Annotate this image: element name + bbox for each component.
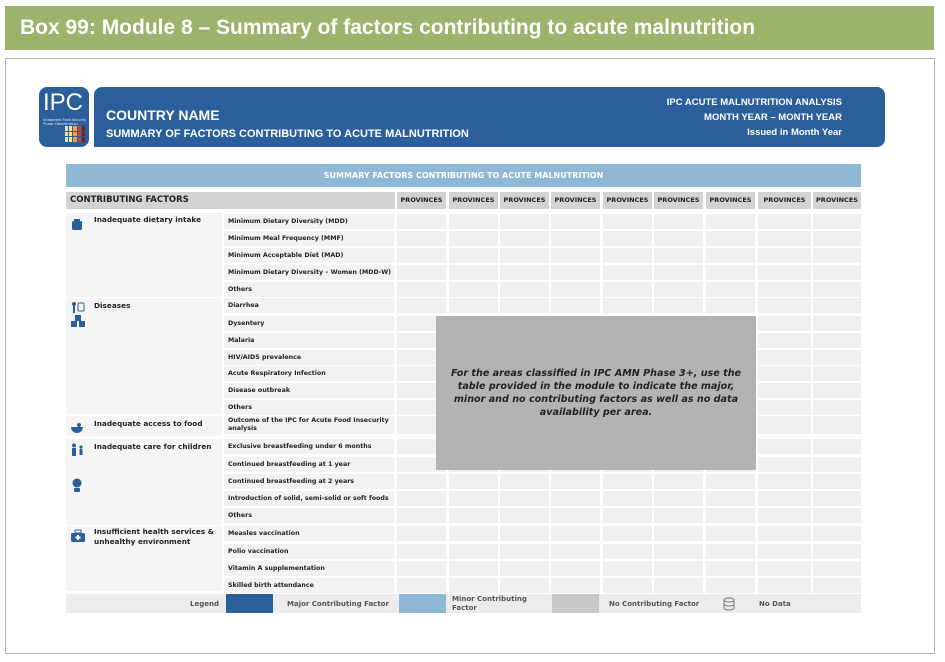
province-header: PROVINCES xyxy=(500,192,549,209)
province-cell[interactable] xyxy=(813,400,861,415)
province-cell[interactable] xyxy=(397,474,446,489)
mosaic-tile xyxy=(78,132,81,137)
province-cell[interactable] xyxy=(813,383,861,398)
logo-subtext: Integrated Food Security Phase Classification xyxy=(43,118,87,126)
province-cell[interactable] xyxy=(706,526,755,541)
province-cell[interactable] xyxy=(500,561,549,576)
province-cell[interactable] xyxy=(706,578,755,593)
mosaic-tile xyxy=(69,137,72,142)
province-cell[interactable] xyxy=(603,474,652,489)
province-cell[interactable] xyxy=(449,248,498,263)
factor-row-label: Minimum Meal Frequency (MMF) xyxy=(224,231,394,246)
mosaic-tile xyxy=(69,132,72,137)
province-cell[interactable] xyxy=(813,333,861,348)
province-cell[interactable] xyxy=(500,491,549,506)
province-cell[interactable] xyxy=(654,526,703,541)
factor-row-label: Introduction of solid, semi-solid or soft foods xyxy=(224,491,394,506)
province-cell[interactable] xyxy=(706,474,755,489)
legend-label: Legend xyxy=(190,599,219,608)
province-cell[interactable] xyxy=(603,282,652,297)
province-cell[interactable] xyxy=(500,214,549,229)
legend-none-label: No Contributing Factor xyxy=(609,599,700,608)
province-cell[interactable] xyxy=(500,508,549,523)
province-cell[interactable] xyxy=(813,508,861,523)
province-cell[interactable] xyxy=(603,298,652,313)
province-cell[interactable] xyxy=(603,248,652,263)
province-cell[interactable] xyxy=(706,544,755,559)
province-cell[interactable] xyxy=(500,526,549,541)
caregiver-icon xyxy=(70,443,86,499)
province-cell[interactable] xyxy=(758,298,811,313)
province-cell[interactable] xyxy=(551,526,600,541)
factor-row-label: Malaria xyxy=(224,333,394,348)
ipc-logo xyxy=(39,87,89,147)
province-cell[interactable] xyxy=(813,416,861,434)
mosaic-tile xyxy=(65,132,68,137)
province-cell[interactable] xyxy=(813,316,861,331)
province-cell[interactable] xyxy=(813,526,861,541)
province-cell[interactable] xyxy=(397,214,446,229)
factor-group-label: Diseases xyxy=(94,301,131,310)
province-header: PROVINCES xyxy=(813,192,861,209)
province-cell[interactable] xyxy=(551,508,600,523)
legend-major-swatch xyxy=(226,594,273,613)
factor-row-label: Acute Respiratory Infection xyxy=(224,366,394,381)
report-banner xyxy=(94,87,885,147)
province-cell[interactable] xyxy=(603,231,652,246)
bowl-icon xyxy=(70,419,84,438)
analysis-info xyxy=(667,95,842,140)
province-cell[interactable] xyxy=(758,578,811,593)
legend-minor-swatch xyxy=(399,594,446,613)
province-cell[interactable] xyxy=(397,491,446,506)
box-title: Box 99: Module 8 – Summary of factors contributing to acute malnutrition xyxy=(5,6,934,50)
province-cell[interactable] xyxy=(813,214,861,229)
province-cell[interactable] xyxy=(654,298,703,313)
province-cell[interactable] xyxy=(758,231,811,246)
province-cell[interactable] xyxy=(449,231,498,246)
province-cell[interactable] xyxy=(551,231,600,246)
province-cell[interactable] xyxy=(758,333,811,348)
province-cell[interactable] xyxy=(654,544,703,559)
factor-row-label: Exclusive breastfeeding under 6 months xyxy=(224,439,394,454)
province-cell[interactable] xyxy=(758,366,811,381)
province-cell[interactable] xyxy=(603,544,652,559)
province-cell[interactable] xyxy=(758,248,811,263)
province-cell[interactable] xyxy=(500,265,549,280)
province-cell[interactable] xyxy=(758,439,811,454)
province-cell[interactable] xyxy=(551,248,600,263)
factor-row-label: Minimum Dietary Diversity – Women (MDD-W) xyxy=(224,265,394,280)
factor-row-label: HIV/AIDS prevalence xyxy=(224,350,394,365)
logo-mosaic xyxy=(65,126,85,142)
province-cell[interactable] xyxy=(654,265,703,280)
province-cell[interactable] xyxy=(449,298,498,313)
factor-row-label: Minimum Acceptable Diet (MAD) xyxy=(224,248,394,263)
province-cell[interactable] xyxy=(813,282,861,297)
province-cell[interactable] xyxy=(551,298,600,313)
province-cell[interactable] xyxy=(813,231,861,246)
province-cell[interactable] xyxy=(654,561,703,576)
province-cell[interactable] xyxy=(603,526,652,541)
province-cell[interactable] xyxy=(500,474,549,489)
province-cell[interactable] xyxy=(654,578,703,593)
mosaic-tile xyxy=(65,137,68,142)
factor-row-label: Continued breastfeeding at 2 years xyxy=(224,474,394,489)
province-cell[interactable] xyxy=(500,544,549,559)
mosaic-tile xyxy=(73,126,76,131)
province-cell[interactable] xyxy=(603,578,652,593)
factor-group-label: Inadequate dietary intake xyxy=(94,215,202,224)
issue-date: Issued in Month Year xyxy=(747,127,842,138)
legend-none-swatch xyxy=(552,594,599,613)
province-cell[interactable] xyxy=(551,578,600,593)
legend xyxy=(66,594,861,613)
province-cell[interactable] xyxy=(813,248,861,263)
mosaic-tile xyxy=(78,126,81,131)
province-cell[interactable] xyxy=(706,491,755,506)
factor-row-label: Others xyxy=(224,400,394,415)
province-header: PROVINCES xyxy=(654,192,703,209)
province-cell[interactable] xyxy=(654,491,703,506)
province-cell[interactable] xyxy=(603,491,652,506)
province-cell[interactable] xyxy=(758,474,811,489)
province-cell[interactable] xyxy=(449,544,498,559)
province-cell[interactable] xyxy=(397,578,446,593)
province-cell[interactable] xyxy=(758,350,811,365)
province-header: PROVINCES xyxy=(397,192,446,209)
factor-row-label: Diarrhea xyxy=(224,298,394,313)
province-cell[interactable] xyxy=(551,265,600,280)
province-cell[interactable] xyxy=(758,416,811,434)
medical-kit-icon xyxy=(70,528,86,547)
province-cell[interactable] xyxy=(706,265,755,280)
province-cell[interactable] xyxy=(449,491,498,506)
factor-row-label: Polio vaccination xyxy=(224,544,394,559)
province-header: PROVINCES xyxy=(603,192,652,209)
province-cell[interactable] xyxy=(813,265,861,280)
province-cell[interactable] xyxy=(813,350,861,365)
mosaic-tile xyxy=(82,132,85,137)
province-cell[interactable] xyxy=(603,265,652,280)
province-cell[interactable] xyxy=(397,265,446,280)
province-cell[interactable] xyxy=(654,282,703,297)
mosaic-tile xyxy=(82,137,85,142)
province-cell[interactable] xyxy=(758,265,811,280)
province-cell[interactable] xyxy=(449,526,498,541)
province-cell[interactable] xyxy=(397,298,446,313)
province-cell[interactable] xyxy=(500,578,549,593)
province-cell[interactable] xyxy=(500,231,549,246)
province-cell[interactable] xyxy=(449,214,498,229)
province-cell[interactable] xyxy=(500,248,549,263)
province-cell[interactable] xyxy=(397,561,446,576)
factor-row-label: Disease outbreak xyxy=(224,383,394,398)
instruction-note: For the areas classified in IPC AMN Phase 3+, use the table provided in the module to indicate the major, minor and no contributing factors as well as no data availability per area. xyxy=(436,316,756,470)
province-cell[interactable] xyxy=(397,508,446,523)
province-cell[interactable] xyxy=(758,214,811,229)
province-cell[interactable] xyxy=(397,282,446,297)
province-cell[interactable] xyxy=(449,578,498,593)
province-cell[interactable] xyxy=(813,457,861,472)
factor-group-label: Inadequate care for children xyxy=(94,442,212,451)
province-cell[interactable] xyxy=(551,282,600,297)
province-cell[interactable] xyxy=(449,474,498,489)
province-cell[interactable] xyxy=(706,248,755,263)
province-cell[interactable] xyxy=(758,400,811,415)
report-subtitle: SUMMARY OF FACTORS CONTRIBUTING TO ACUTE MALNUTRITION xyxy=(106,128,469,140)
province-cell[interactable] xyxy=(706,214,755,229)
no-data-icon xyxy=(722,594,738,613)
province-cell[interactable] xyxy=(758,561,811,576)
province-cell[interactable] xyxy=(449,265,498,280)
factor-row-label: Dysentery xyxy=(224,316,394,331)
province-cell[interactable] xyxy=(758,316,811,331)
analysis-type: IPC ACUTE MALNUTRITION ANALYSIS xyxy=(666,97,842,108)
province-cell[interactable] xyxy=(706,561,755,576)
province-cell[interactable] xyxy=(654,474,703,489)
province-cell[interactable] xyxy=(813,578,861,593)
province-cell[interactable] xyxy=(551,474,600,489)
analysis-period: MONTH YEAR – MONTH YEAR xyxy=(704,112,842,123)
province-cell[interactable] xyxy=(449,282,498,297)
factor-row-label: Vitamin A supplementation xyxy=(224,561,394,576)
province-cell[interactable] xyxy=(551,214,600,229)
summary-title-bar: SUMMARY FACTORS CONTRIBUTING TO ACUTE MALNUTRITION xyxy=(66,164,861,187)
province-cell[interactable] xyxy=(397,248,446,263)
factor-group-label: Insufficient health services & unhealthy environment xyxy=(94,527,215,546)
province-cell[interactable] xyxy=(813,439,861,454)
province-cell[interactable] xyxy=(551,491,600,506)
legend-nodata-label: No Data xyxy=(759,599,791,608)
province-cell[interactable] xyxy=(758,526,811,541)
province-cell[interactable] xyxy=(758,282,811,297)
province-header: PROVINCES xyxy=(449,192,498,209)
factor-row-label: Measles vaccination xyxy=(224,526,394,541)
legend-major-label: Major Contributing Factor xyxy=(287,599,389,608)
province-cell[interactable] xyxy=(654,214,703,229)
province-cell[interactable] xyxy=(706,298,755,313)
province-cell[interactable] xyxy=(813,561,861,576)
factor-row-label: Others xyxy=(224,282,394,297)
province-cell[interactable] xyxy=(500,282,549,297)
factor-group-block xyxy=(66,213,222,297)
disease-icon xyxy=(70,301,86,333)
province-cell[interactable] xyxy=(758,491,811,506)
province-cell[interactable] xyxy=(706,282,755,297)
mosaic-tile xyxy=(65,126,68,131)
province-header: PROVINCES xyxy=(758,192,811,209)
province-cell[interactable] xyxy=(449,561,498,576)
province-cell[interactable] xyxy=(758,508,811,523)
mosaic-tile xyxy=(78,137,81,142)
province-cell[interactable] xyxy=(813,491,861,506)
province-cell[interactable] xyxy=(706,231,755,246)
factor-group-label: Inadequate access to food xyxy=(94,419,203,428)
province-cell[interactable] xyxy=(551,544,600,559)
factor-row-label: Outcome of the IPC for Acute Food Insecurity analysis xyxy=(224,416,394,434)
factor-row-label: Continued breastfeeding at 1 year xyxy=(224,457,394,472)
province-cell[interactable] xyxy=(706,508,755,523)
province-cell[interactable] xyxy=(397,526,446,541)
factor-row-label: Others xyxy=(224,508,394,523)
legend-minor-label: Minor Contributing Factor xyxy=(452,594,527,612)
province-cell[interactable] xyxy=(603,561,652,576)
province-cell[interactable] xyxy=(654,508,703,523)
province-cell[interactable] xyxy=(813,298,861,313)
country-name: COUNTRY NAME xyxy=(106,107,220,123)
province-cell[interactable] xyxy=(758,383,811,398)
province-cell[interactable] xyxy=(551,561,600,576)
province-cell[interactable] xyxy=(397,544,446,559)
province-cell[interactable] xyxy=(603,508,652,523)
factor-group-block xyxy=(66,298,222,414)
logo-text: IPC xyxy=(43,89,84,116)
mosaic-tile xyxy=(73,137,76,142)
factor-row-label: Skilled birth attendance xyxy=(224,578,394,593)
mosaic-tile xyxy=(73,132,76,137)
province-cell[interactable] xyxy=(603,214,652,229)
mosaic-tile xyxy=(69,126,72,131)
province-header: PROVINCES xyxy=(706,192,755,209)
province-cell[interactable] xyxy=(449,508,498,523)
province-cell[interactable] xyxy=(500,298,549,313)
province-cell[interactable] xyxy=(654,248,703,263)
province-cell[interactable] xyxy=(813,544,861,559)
province-header: PROVINCES xyxy=(551,192,600,209)
province-cell[interactable] xyxy=(654,231,703,246)
province-cell[interactable] xyxy=(758,457,811,472)
province-cell[interactable] xyxy=(813,474,861,489)
province-cell[interactable] xyxy=(397,231,446,246)
province-cell[interactable] xyxy=(813,366,861,381)
food-icon xyxy=(70,217,84,236)
mosaic-tile xyxy=(82,126,85,131)
contributing-factors-header: CONTRIBUTING FACTORS xyxy=(66,192,395,209)
factor-row-label: Minimum Dietary Diversity (MDD) xyxy=(224,214,394,229)
province-cell[interactable] xyxy=(758,544,811,559)
